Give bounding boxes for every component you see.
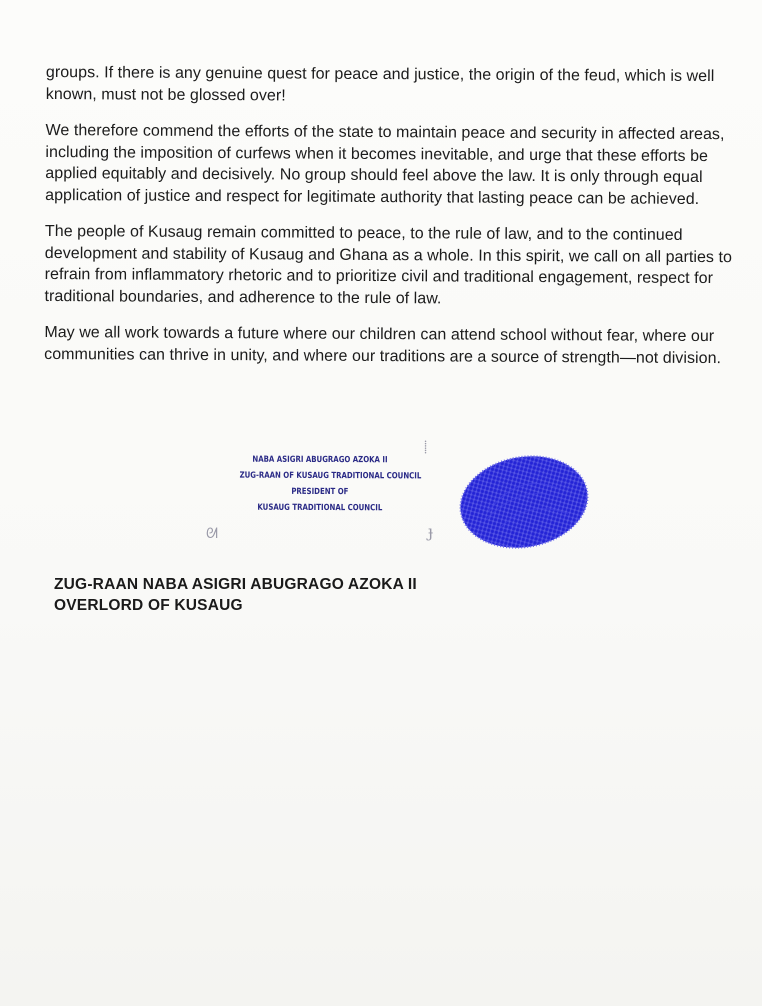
thumbprint-icon <box>458 452 590 550</box>
ink-speck-icon: ⸽ <box>424 440 428 454</box>
stamp-line-president: PRESIDENT OF <box>291 486 349 498</box>
stamp-line-council: ZUG-RAAN OF KUSAUG TRADITIONAL COUNCIL <box>239 470 422 482</box>
stamp-line-traditional-council: KUSAUG TRADITIONAL COUNCIL <box>257 502 383 514</box>
letter-body <box>44 62 736 384</box>
stamp-line-name: NABA ASIGRI ABUGRAGO AZOKA II <box>252 454 388 466</box>
official-stamp <box>239 452 422 517</box>
paragraph-peace-justice: groups. If there is any genuine quest for peace and justice, the origin of the feud, which is well known, must not be glossed over! <box>45 63 715 104</box>
signoff-title: OVERLORD OF KUSAUG <box>54 597 243 614</box>
paragraph-future-hope: May we all work towards a future where our children can attend school without fear, where our communities can thrive in unity, and where our traditions are a source of strength—not division. <box>44 323 722 367</box>
pen-stroke-icon: ɟ <box>428 522 434 541</box>
signature-scribble-icon: ᘛ <box>206 526 218 542</box>
signoff-block <box>54 574 417 616</box>
paragraph-state-efforts: We therefore commend the efforts of the state to maintain peace and security in affected areas, including the imposition of curfews when it becomes inevitable, and urge that these efforts be applied equitably and decisively. No group should feel above the law. It is only through equal application of justice and respect for legitimate authority that lasting peace can be achieved. <box>45 121 725 208</box>
signoff-name: ZUG-RAAN NABA ASIGRI ABUGRAGO AZOKA II <box>54 576 417 593</box>
paragraph-kusaug-commitment: The people of Kusaug remain committed to peace, to the rule of law, and to the continued development and stability of Kusaug and Ghana as a whole. In this spirit, we call on all parties to refrain from inflammatory rhetoric and to prioritize civil and traditional engagement, respect for traditional boundaries, and adherence to the rule of law. <box>44 222 732 307</box>
